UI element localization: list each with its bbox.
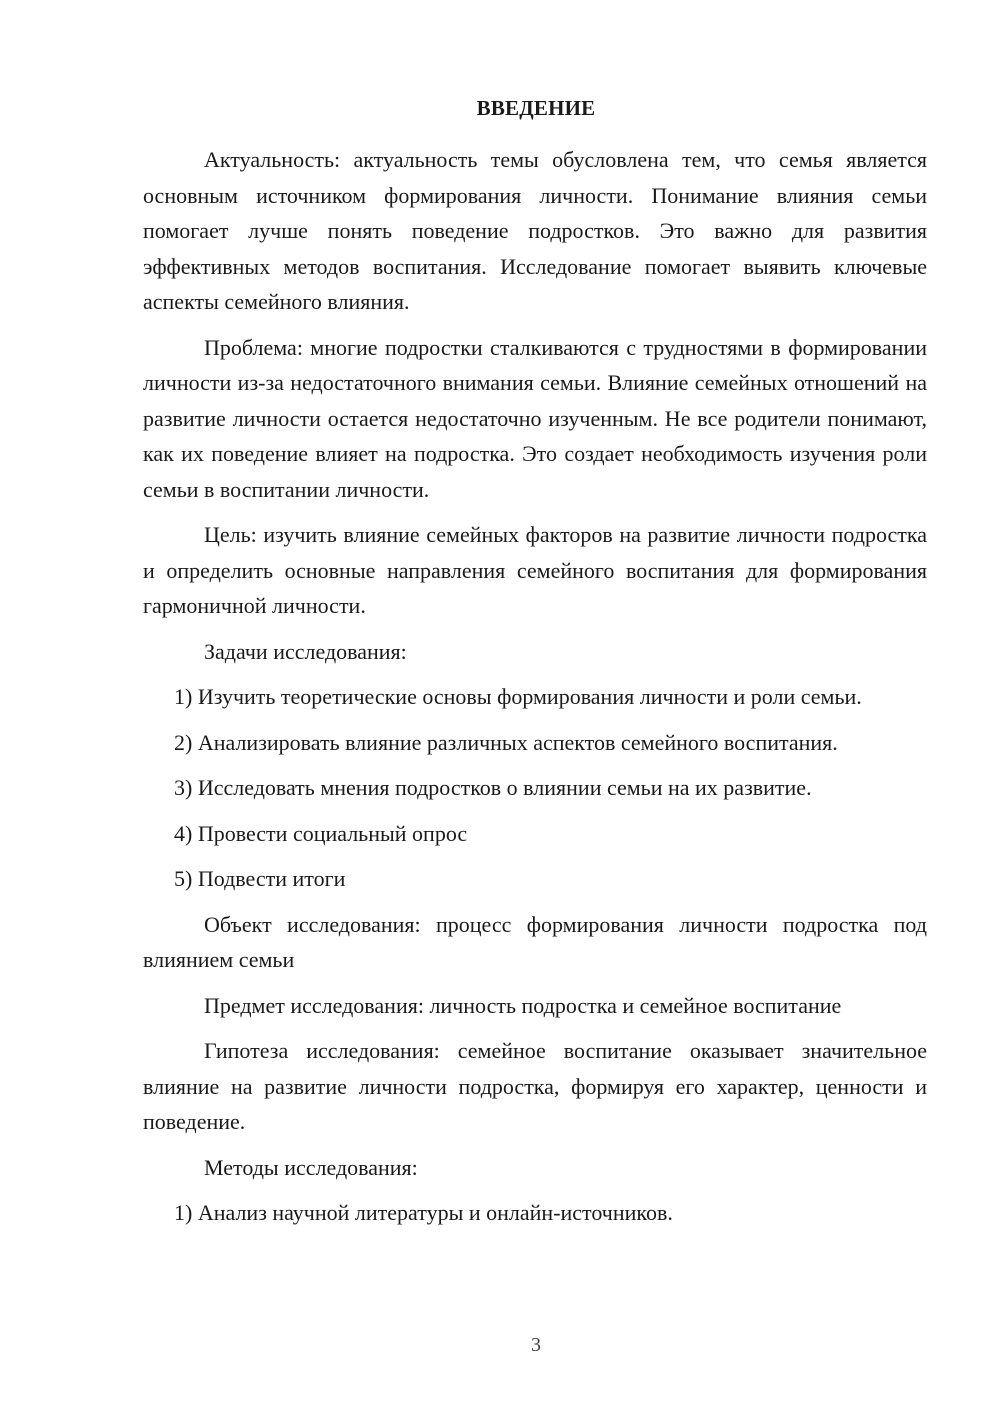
tasks-title: Задачи исследования:: [204, 638, 407, 664]
task-item-4: 4) Провести социальный опрос: [174, 820, 468, 846]
hypothesis-paragraph: Гипотеза исследования: семейное воспитание оказывает значительное влияние на развитие личности подростка, формируя его характер, ценности и поведение.: [143, 1038, 927, 1134]
method-item-1: 1) Анализ научной литературы и онлайн-источников.: [174, 1200, 673, 1225]
problem-paragraph: Проблема: многие подростки сталкиваются с трудностями в формировании личности из-за недостаточного внимания семьи. Влияние семейных отношений на развитие личности остается недостаточно изученным. Не все родители понимают, как их поведение влияет на подростка. Это создает необходимость изучения роли семьи в воспитании личности.: [143, 334, 927, 502]
goal-paragraph: Цель: изучить влияние семейных факторов на развитие личности подростка и определить основные направления семейного воспитания для формирования гармоничной личности.: [143, 522, 927, 618]
task-item-1: 1) Изучить теоретические основы формирования личности и роли семьи.: [174, 684, 862, 709]
subject-paragraph: Предмет исследования: личность подростка и семейное воспитание: [204, 992, 842, 1018]
object-paragraph: Объект исследования: процесс формирования личности подростка под влиянием семьи: [143, 911, 927, 972]
page-number: 3: [531, 1334, 541, 1356]
relevance-paragraph: Актуальность: актуальность темы обусловлена тем, что семья является основным источником формирования личности. Понимание влияния семьи помогает лучше понять поведение подростков. Это важно для развития эффективных методов воспитания. Исследование помогает выявить ключевые аспекты семейного влияния.: [143, 147, 927, 314]
methods-title: Методы исследования:: [204, 1154, 418, 1180]
task-item-5: 5) Подвести итоги: [174, 866, 346, 891]
document-body: [143, 142, 927, 1231]
task-item-2: 2) Анализировать влияние различных аспектов семейного воспитания.: [174, 729, 838, 755]
task-item-3: 3) Исследовать мнения подростков о влиянии семьи на их развитие.: [174, 775, 812, 800]
section-heading: ВВЕДЕНИЕ: [476, 96, 596, 120]
